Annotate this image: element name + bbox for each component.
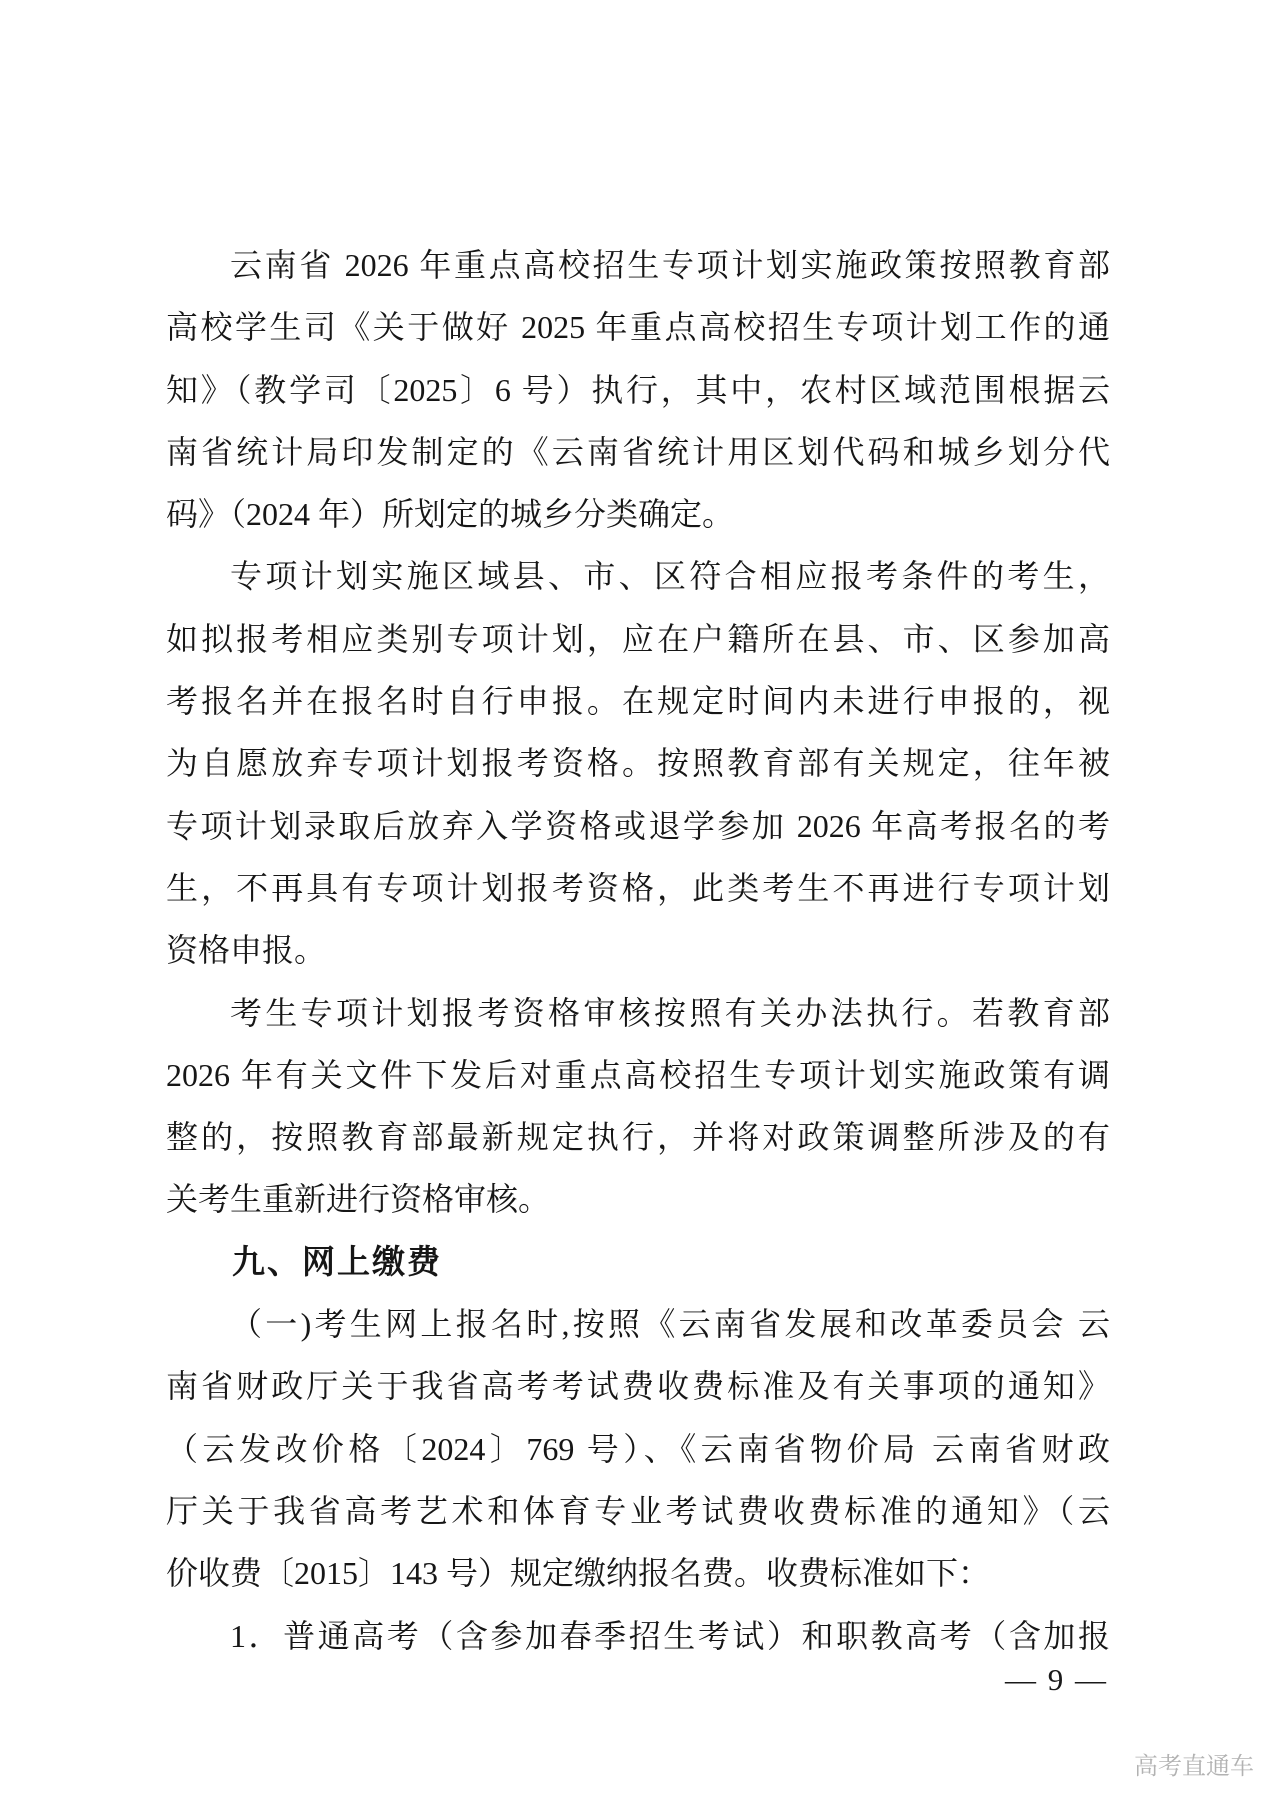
text-line: 厅关于我省高考艺术和体育专业考试费收费标准的通知》（云 [166, 1492, 1110, 1529]
page-number: — 9 — [1005, 1662, 1108, 1697]
text-line: 云南省 2026 年重点高校招生专项计划实施政策按照教育部 [230, 247, 1110, 283]
text-line: 南省统计局印发制定的《云南省统计用区划代码和城乡划分代 [166, 433, 1110, 470]
section-heading: 九、网上缴费 [232, 1242, 442, 1280]
text-line: 如拟报考相应类别专项计划，应在户籍所在县、市、区参加高 [166, 620, 1110, 657]
text-line: 专项计划实施区域县、市、区符合相应报考条件的考生， [230, 558, 1110, 595]
text-line: 资格申报。 [166, 932, 327, 969]
text-line: 考报名并在报名时自行申报。在规定时间内未进行申报的，视 [166, 683, 1110, 720]
text-line: 1．普通高考（含参加春季招生考试）和职教高考（含加报 [230, 1617, 1110, 1654]
text-line: 价收费〔2015〕143 号）规定缴纳报名费。收费标准如下： [166, 1555, 991, 1592]
text-line: 整的，按照教育部最新规定执行，并将对政策调整所涉及的有 [166, 1119, 1110, 1156]
text-line: （云发改价格〔2024〕769 号）、《云南省物价局 云南省财政 [166, 1430, 1110, 1467]
text-line: 码》（2024 年）所划定的城乡分类确定。 [166, 496, 735, 533]
watermark-text: 高考直通车 [1134, 1753, 1254, 1780]
text-line: 知》（教学司〔2025〕6 号）执行，其中，农村区域范围根据云 [166, 371, 1110, 408]
text-line: 生，不再具有专项计划报考资格，此类考生不再进行专项计划 [166, 869, 1110, 906]
text-line: 2026 年有关文件下发后对重点高校招生专项计划实施政策有调 [166, 1056, 1110, 1093]
document-body [166, 234, 1110, 1667]
text-line: 为自愿放弃专项计划报考资格。按照教育部有关规定，往年被 [166, 745, 1110, 782]
text-line: 南省财政厅关于我省高考考试费收费标准及有关事项的通知》 [166, 1368, 1110, 1405]
text-line: 考生专项计划报考资格审核按照有关办法执行。若教育部 [230, 994, 1110, 1031]
text-line: 关考生重新进行资格审核。 [166, 1181, 551, 1218]
text-line: 高校学生司《关于做好 2025 年重点高校招生专项计划工作的通 [166, 309, 1110, 346]
text-line: 专项计划录取后放弃入学资格或退学参加 2026 年高考报名的考 [166, 807, 1110, 844]
text-line: （一)考生网上报名时,按照《云南省发展和改革委员会 云 [230, 1306, 1110, 1343]
